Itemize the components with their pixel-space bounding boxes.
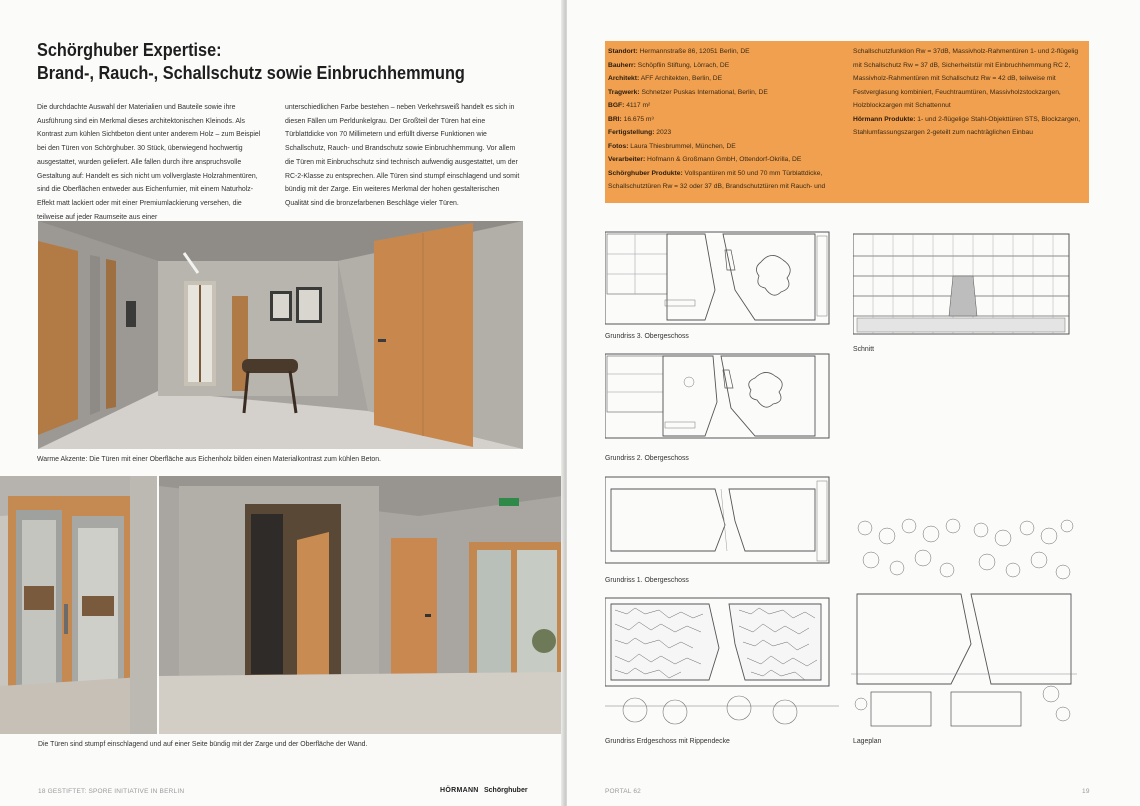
- floor-plan-3og: [605, 230, 831, 331]
- plan-label-eg: Grundriss Erdgeschoss mit Rippendecke: [605, 738, 730, 745]
- hoermann-logo: HÖRMANN: [440, 787, 479, 794]
- body-text-column-2: unterschiedlichen Farbe bestehen – neben Verkehrsweiß handelt es sich in diesen Fällen um Perldunkelgrau. Der Großteil der Türen hat eine Türblattdicke von 70 Millimetern und erfüllt diverse Funktionen wie Schallschutz, Rauch- und Brandschutz sowie Einbruchhemmung. Vor allem die Türen mit Einbruchschutz sind technisch aufwendig ausgestattet, um der RC-2-Klasse zu entsprechen. Alle Türen sind stumpf einschlagend und somit bündig mit der Zarge. Ein weiteres Merkmal der hohen gestalterischen Qualität sind die bronzefarbenen Beschläge vieler Türen.: [285, 104, 520, 207]
- section-drawing: [853, 232, 1071, 341]
- headline-line-1: Schörghuber Expertise:: [37, 39, 222, 60]
- photo-caption-2: Die Türen sind stumpf einschlagend und auf einer Seite bündig mit der Zarge und der Oberfläche der Wand.: [38, 741, 368, 748]
- flush-doors-photo: [159, 476, 562, 734]
- article-headline: [37, 38, 537, 84]
- plan-label-schnitt: Schnitt: [853, 346, 875, 353]
- info-line: Tragwerk: Schnetzer Puskas International, Berlin, DE: [608, 88, 768, 96]
- info-line: Fertigstellung: 2023: [608, 129, 672, 136]
- info-line: BRI: 16.675 m³: [608, 115, 654, 123]
- glazed-door-photo: [0, 476, 157, 734]
- left-page: [0, 0, 565, 806]
- floor-plan-eg: [605, 596, 839, 737]
- plan-label-1og: Grundriss 1. Obergeschoss: [605, 577, 689, 584]
- project-info-box: [605, 41, 1089, 203]
- body-text-column-1: Die durchdachte Auswahl der Materialien und Bauteile sowie ihre Ausführung sind ein Merkmal dieses architektonischen Kleinods. Als Kontrast zum kühlen Sichtbeton dient unter anderem Holz – zum Beispiel bei den Türen von Schörghuber. 30 Stück, überwiegend hochwertig ausgestattet, wurden geliefert. Alle fallen durch ihre anspruchsvolle Gestaltung auf: Handelt es sich nicht um vollverglaste Holzrahmentüren, sind die Oberflächen entweder aus Eichenfurnier, mit einem Naturholz-Effekt matt lackiert oder mit einer Premiumlackierung versehen, die teilweise auf jeder Raumseite aus einer: [37, 104, 261, 221]
- page-number: 19: [1082, 788, 1090, 795]
- info-line: Verarbeiter: Hofmann & Großmann GmbH, Ottendorf-Okrilla, DE: [608, 156, 802, 163]
- info-line: BGF: 4117 m²: [608, 102, 651, 109]
- plan-label-2og: Grundriss 2. Obergeschoss: [605, 455, 689, 462]
- info-column-1: [608, 45, 842, 194]
- info-line: Fotos: Laura Thiesbrummel, München, DE: [608, 142, 736, 150]
- info-line: Schörghuber Produkte: Vollspantüren mit 50 und 70 mm Türblattdicke, Schallschutztüren Rw = 32 oder 37 dB, Brandschutztüren mit Rauch- und: [608, 169, 826, 190]
- info-line: Hörmann Produkte: 1- und 2-flügelige Stahl-Objekttüren STS, Blockzargen, Stahlumfassungszargen 2-geteilt zum nachträglichen Einbau: [853, 115, 1081, 136]
- plan-label-lageplan: Lageplan: [853, 738, 882, 745]
- floor-plan-2og: [605, 352, 831, 445]
- info-line: Schallschutzfunktion Rw = 37dB, Massivholz-Rahmentüren 1- und 2-flügelig mit Schallschutz Rw = 37 dB, Sicherheitstür mit Einbruchhemmung RC 2, Massivholz-Rahmentüren mit Schallschutz Rw = 42 dB, teilweise mit Festverglasung kombiniert, Feuchtraumtüren, Massivholzstockzargen, Holzblockzargen mit Schattennut: [853, 48, 1079, 109]
- right-page: [567, 0, 1140, 806]
- hallway-photo: [38, 221, 523, 449]
- info-column-2: [853, 45, 1085, 140]
- footer-section: 18 GESTIFTET: SPORE INITIATIVE IN BERLIN: [38, 788, 185, 795]
- footer-magazine: PORTAL 62: [605, 788, 642, 795]
- info-line: Architekt: AFF Architekten, Berlin, DE: [608, 75, 723, 82]
- info-line: Standort: Hermannstraße 86, 12051 Berlin, DE: [608, 48, 750, 55]
- schoerghuber-logo: Schörghuber: [484, 787, 528, 794]
- info-line: Bauherr: Schöpflin Stiftung, Lörrach, DE: [608, 61, 730, 69]
- floor-plan-1og: [605, 475, 831, 570]
- photo-caption-1: Warme Akzente: Die Türen mit einer Oberfläche aus Eichenholz bilden einen Materialkontrast zum kühlen Beton.: [37, 456, 381, 463]
- site-plan: [851, 514, 1077, 737]
- headline-line-2: Brand-, Rauch-, Schallschutz sowie Einbruchhemmung: [37, 62, 465, 83]
- plan-label-3og: Grundriss 3. Obergeschoss: [605, 333, 689, 340]
